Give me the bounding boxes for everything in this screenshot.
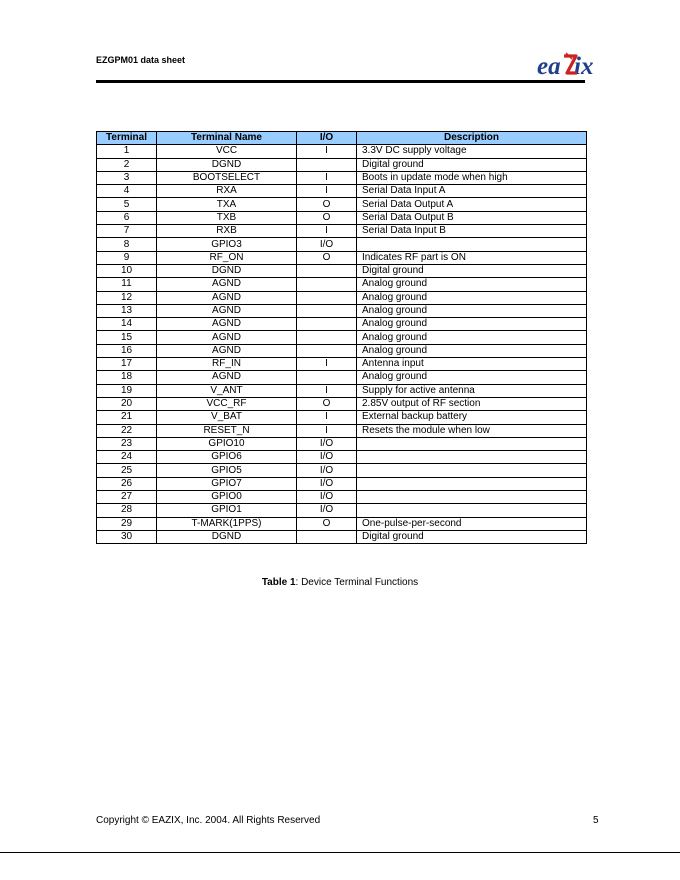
cell-io: I/O: [297, 477, 357, 490]
cell-terminal-name: GPIO7: [157, 477, 297, 490]
cell-terminal-name: GPIO6: [157, 451, 297, 464]
cell-description: [357, 491, 587, 504]
cell-io: [297, 344, 357, 357]
cell-terminal: 29: [97, 517, 157, 530]
cell-io: I/O: [297, 464, 357, 477]
cell-io: [297, 264, 357, 277]
table-row: [97, 331, 587, 344]
table-row: [97, 384, 587, 397]
table-caption: [0, 577, 680, 588]
terminal-functions-table: [96, 131, 587, 544]
cell-terminal-name: DGND: [157, 158, 297, 171]
cell-io: O: [297, 198, 357, 211]
cell-io: [297, 158, 357, 171]
cell-terminal-name: AGND: [157, 331, 297, 344]
table-row: [97, 464, 587, 477]
cell-terminal: 18: [97, 371, 157, 384]
cell-io: I: [297, 384, 357, 397]
cell-io: I/O: [297, 491, 357, 504]
table-row: [97, 185, 587, 198]
cell-terminal: 12: [97, 291, 157, 304]
caption-label: Table 1: [261, 577, 296, 588]
cell-terminal: 6: [97, 211, 157, 224]
cell-terminal: 2: [97, 158, 157, 171]
table-row: [97, 517, 587, 530]
cell-description: [357, 437, 587, 450]
cell-description: Resets the module when low: [357, 424, 587, 437]
cell-terminal-name: VCC: [157, 145, 297, 158]
cell-terminal: 10: [97, 264, 157, 277]
cell-terminal-name: AGND: [157, 304, 297, 317]
column-header-terminal: Terminal: [97, 132, 157, 145]
table-row: [97, 411, 587, 424]
cell-terminal: 8: [97, 238, 157, 251]
table-row: [97, 198, 587, 211]
cell-description: Serial Data Output A: [357, 198, 587, 211]
cell-description: Boots in update mode when high: [357, 171, 587, 184]
cell-terminal: 9: [97, 251, 157, 264]
cell-description: 3.3V DC supply voltage: [357, 145, 587, 158]
table-row: [97, 145, 587, 158]
cell-terminal: 13: [97, 304, 157, 317]
cell-io: I/O: [297, 504, 357, 517]
cell-terminal-name: T-MARK(1PPS): [157, 517, 297, 530]
table-row: [97, 158, 587, 171]
cell-terminal: 30: [97, 530, 157, 543]
cell-io: I: [297, 171, 357, 184]
cell-terminal-name: VCC_RF: [157, 397, 297, 410]
cell-io: O: [297, 211, 357, 224]
svg-text:ea: ea: [537, 53, 561, 80]
table-row: [97, 397, 587, 410]
cell-terminal-name: DGND: [157, 530, 297, 543]
table-header-row: [97, 132, 587, 145]
cell-description: Digital ground: [357, 530, 587, 543]
cell-terminal-name: GPIO1: [157, 504, 297, 517]
cell-terminal-name: RXB: [157, 225, 297, 238]
table-row: [97, 477, 587, 490]
cell-terminal: 1: [97, 145, 157, 158]
cell-terminal: 14: [97, 318, 157, 331]
column-header-io: I/O: [297, 132, 357, 145]
cell-description: Antenna input: [357, 358, 587, 371]
cell-io: O: [297, 251, 357, 264]
cell-terminal-name: TXB: [157, 211, 297, 224]
cell-terminal-name: GPIO3: [157, 238, 297, 251]
cell-terminal-name: GPIO10: [157, 437, 297, 450]
document-title: EZGPM01 data sheet: [96, 55, 186, 65]
cell-terminal: 3: [97, 171, 157, 184]
cell-description: [357, 504, 587, 517]
cell-io: I/O: [297, 238, 357, 251]
cell-terminal: 21: [97, 411, 157, 424]
footer-divider: [0, 852, 680, 853]
cell-terminal: 17: [97, 358, 157, 371]
cell-io: O: [297, 517, 357, 530]
table-row: [97, 171, 587, 184]
cell-description: External backup battery: [357, 411, 587, 424]
cell-terminal-name: DGND: [157, 264, 297, 277]
cell-description: Serial Data Input A: [357, 185, 587, 198]
cell-terminal: 25: [97, 464, 157, 477]
cell-io: I: [297, 424, 357, 437]
cell-description: Indicates RF part is ON: [357, 251, 587, 264]
cell-terminal-name: V_ANT: [157, 384, 297, 397]
table-row: [97, 491, 587, 504]
cell-io: [297, 304, 357, 317]
table-row: [97, 358, 587, 371]
cell-terminal-name: RF_ON: [157, 251, 297, 264]
cell-terminal: 28: [97, 504, 157, 517]
cell-terminal-name: BOOTSELECT: [157, 171, 297, 184]
table-row: [97, 530, 587, 543]
page-number: 5: [593, 815, 599, 826]
cell-io: I: [297, 185, 357, 198]
cell-io: I: [297, 145, 357, 158]
table-row: [97, 225, 587, 238]
table-row: [97, 318, 587, 331]
cell-terminal: 26: [97, 477, 157, 490]
footer-copyright: Copyright © EAZIX, Inc. 2004. All Rights Reserved: [96, 815, 321, 826]
table-row: [97, 424, 587, 437]
table-row: [97, 238, 587, 251]
cell-io: I: [297, 225, 357, 238]
cell-description: Analog ground: [357, 344, 587, 357]
cell-io: [297, 371, 357, 384]
cell-description: Serial Data Output B: [357, 211, 587, 224]
cell-terminal-name: GPIO0: [157, 491, 297, 504]
svg-text:ix: ix: [574, 53, 594, 80]
table-row: [97, 344, 587, 357]
cell-description: Digital ground: [357, 264, 587, 277]
table-row: [97, 264, 587, 277]
cell-io: [297, 278, 357, 291]
cell-terminal: 4: [97, 185, 157, 198]
cell-terminal-name: GPIO5: [157, 464, 297, 477]
table-row: [97, 278, 587, 291]
cell-io: I: [297, 358, 357, 371]
cell-io: I/O: [297, 437, 357, 450]
table-row: [97, 291, 587, 304]
cell-io: [297, 318, 357, 331]
cell-terminal: 24: [97, 451, 157, 464]
cell-terminal: 15: [97, 331, 157, 344]
cell-terminal-name: V_BAT: [157, 411, 297, 424]
cell-terminal: 22: [97, 424, 157, 437]
cell-description: Supply for active antenna: [357, 384, 587, 397]
cell-terminal-name: AGND: [157, 344, 297, 357]
cell-terminal-name: TXA: [157, 198, 297, 211]
cell-terminal: 19: [97, 384, 157, 397]
table-row: [97, 451, 587, 464]
cell-terminal-name: AGND: [157, 371, 297, 384]
cell-terminal: 16: [97, 344, 157, 357]
cell-description: Analog ground: [357, 304, 587, 317]
eazix-logo: [536, 50, 604, 80]
header-divider: [96, 80, 585, 83]
cell-description: Analog ground: [357, 318, 587, 331]
cell-description: Analog ground: [357, 278, 587, 291]
cell-terminal-name: AGND: [157, 278, 297, 291]
cell-description: Analog ground: [357, 291, 587, 304]
cell-terminal: 27: [97, 491, 157, 504]
cell-description: Analog ground: [357, 331, 587, 344]
cell-io: O: [297, 397, 357, 410]
cell-terminal: 5: [97, 198, 157, 211]
cell-terminal: 20: [97, 397, 157, 410]
table-row: [97, 211, 587, 224]
cell-io: [297, 291, 357, 304]
table-row: [97, 304, 587, 317]
cell-description: [357, 238, 587, 251]
cell-terminal-name: RXA: [157, 185, 297, 198]
cell-terminal: 23: [97, 437, 157, 450]
table-row: [97, 504, 587, 517]
cell-terminal: 11: [97, 278, 157, 291]
cell-terminal-name: AGND: [157, 318, 297, 331]
column-header-description: Description: [357, 132, 587, 145]
cell-terminal: 7: [97, 225, 157, 238]
caption-text: : Device Terminal Functions: [295, 577, 419, 588]
cell-description: 2.85V output of RF section: [357, 397, 587, 410]
cell-io: [297, 530, 357, 543]
table-row: [97, 251, 587, 264]
cell-description: [357, 451, 587, 464]
column-header-terminal-name: Terminal Name: [157, 132, 297, 145]
cell-description: [357, 464, 587, 477]
cell-description: Digital ground: [357, 158, 587, 171]
cell-description: [357, 477, 587, 490]
cell-io: I: [297, 411, 357, 424]
table-row: [97, 371, 587, 384]
cell-terminal-name: RF_IN: [157, 358, 297, 371]
cell-terminal-name: RESET_N: [157, 424, 297, 437]
cell-description: Analog ground: [357, 371, 587, 384]
cell-io: I/O: [297, 451, 357, 464]
cell-description: One-pulse-per-second: [357, 517, 587, 530]
cell-description: Serial Data Input B: [357, 225, 587, 238]
table-row: [97, 437, 587, 450]
cell-io: [297, 331, 357, 344]
cell-terminal-name: AGND: [157, 291, 297, 304]
